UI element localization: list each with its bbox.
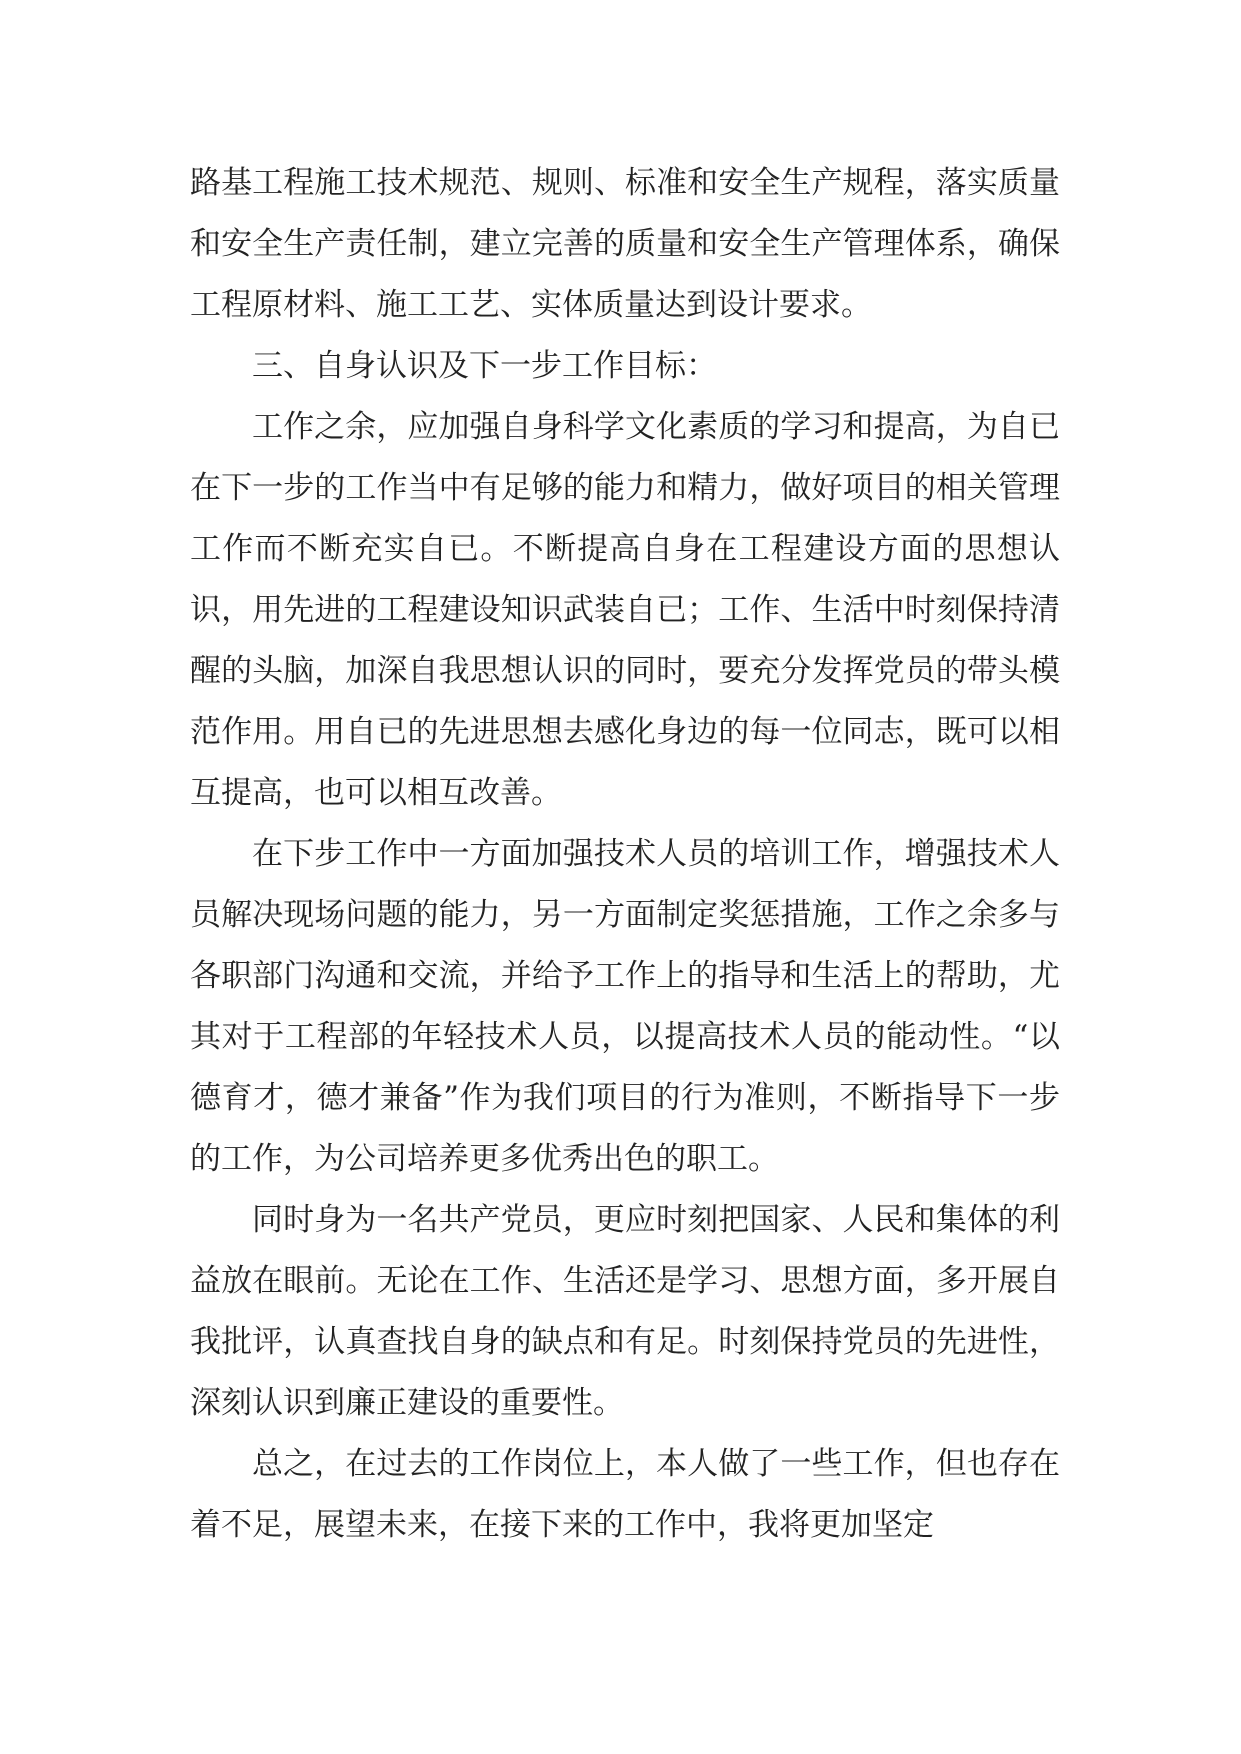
- paragraph: 在下步工作中一方面加强技术人员的培训工作，增强技术人员解决现场问题的能力，另一方面制定奖惩措施，工作之余多与各职部门沟通和交流，并给予工作上的指导和生活上的帮助，尤其对于工程部的年轻技术人员，以提高技术人员的能动性。“以德育才，德才兼备”作为我们项目的行为准则，不断指导下一步的工作，为公司培养更多优秀出色的职工。: [190, 836, 1060, 1177]
- paragraph-continuation: 路基工程施工技术规范、规则、标准和安全生产规程，落实质量和安全生产责任制，建立完善的质量和安全生产管理体系，确保工程原材料、施工工艺、实体质量达到设计要求。: [190, 165, 1060, 323]
- paragraph: 同时身为一名共产党员，更应时刻把国家、人民和集体的利益放在眼前。无论在工作、生活还是学习、思想方面，多开展自我批评，认真查找自身的缺点和有足。时刻保持党员的先进性，深刻认识到廉正建设的重要性。: [190, 1202, 1060, 1421]
- paragraph: 总之，在过去的工作岗位上，本人做了一些工作，但也存在着不足，展望未来，在接下来的工作中，我将更加坚定: [190, 1446, 1060, 1543]
- document-body: [190, 153, 1060, 1556]
- paragraph: 工作之余，应加强自身科学文化素质的学习和提高，为自已在下一步的工作当中有足够的能力和精力，做好项目的相关管理工作而不断充实自已。不断提高自身在工程建设方面的思想认识，用先进的工程建设知识武装自已；工作、生活中时刻保持清醒的头脑，加深自我思想认识的同时，要充分发挥党员的带头模范作用。用自已的先进思想去感化身边的每一位同志，既可以相互提高，也可以相互改善。: [190, 409, 1060, 811]
- section-heading: 三、自身认识及下一步工作目标：: [252, 348, 717, 384]
